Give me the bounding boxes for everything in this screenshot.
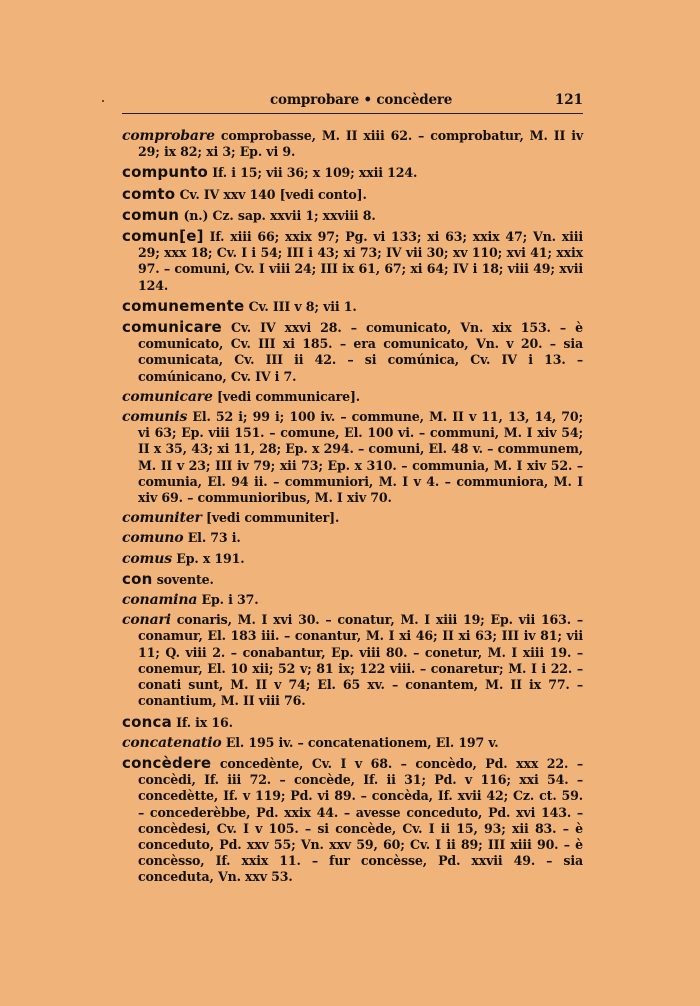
headword: concatenatio (122, 734, 222, 751)
entry-comuniter (122, 510, 583, 526)
entry-text: [vedi communicare]. (216, 388, 361, 404)
entry-comun (122, 207, 583, 224)
entry-compunto (122, 164, 583, 181)
entry-text: Cv. IV xxv 140 [vedi conto]. (179, 186, 367, 202)
entry-text: concedènte, Cv. I v 68. – concèdo, Pd. xxx 22. – concèdi, If. iii 72. – concède, If. ii 31; Pd. v 116; xxi 54. – concedètte, If. v 119; Pd. vi 89. – concèda, If. xvii 42; Cz. ct. 59. – concederèbbe, Pd. xxix 44. – avesse conceduto, Pd. xvi 143. – concèdesi, Cv. I v 105. – si concède, Cv. I ii 15, 93; xii 83. – è conceduto, Pd. xxv 55; Vn. xxv 59, 60; Cv. I ii 89; III xiii 90. – è concèsso, If. xxix 11. – fur concèsse, Pd. xxvii 49. – sia conceduta, Vn. xxv 53. (138, 755, 583, 885)
entry-text: Cv. III v 8; vii 1. (248, 298, 357, 314)
entry-text: Cv. IV xxvi 28. – comunicato, Vn. xix 153. – è comunicato, Cv. III xi 185. – era comunicato, Vn. v 20. – sia comunicata, Cv. III ii 42. – si comúnica, Cv. IV i 13. – comúnicano, Cv. IV i 7. (138, 320, 583, 384)
entry-comunis (122, 409, 583, 506)
headword: concèdere (122, 753, 212, 772)
entry-text: El. 195 iv. – concatenationem, El. 197 v. (225, 734, 499, 750)
header-rule (122, 113, 583, 114)
headword: comun[e] (122, 227, 204, 246)
entry-conca (122, 714, 583, 731)
headword: comunis (122, 409, 188, 426)
page-number: 121 (554, 92, 583, 108)
headword: comunicare (122, 388, 213, 405)
entry-con (122, 571, 583, 588)
running-header (122, 90, 583, 110)
entry-conamina (122, 592, 583, 608)
entry-text: If. ix 16. (176, 714, 233, 730)
headword: comprobare (122, 128, 215, 144)
entry-text: If. i 15; vii 36; x 109; xxii 124. (212, 165, 418, 181)
entry-text: (n.) Cz. sap. xxvii 1; xxviii 8. (183, 207, 376, 223)
entry-text: El. 73 i. (187, 530, 241, 546)
headword: comus (122, 550, 172, 567)
headword: compunto (122, 163, 208, 182)
entry-comunicare-latin (122, 389, 583, 405)
entry-conari (122, 612, 583, 709)
entry-comunemente (122, 298, 583, 315)
entry-text: Ep. i 37. (201, 592, 259, 608)
headword: con (122, 569, 153, 588)
entry-comune (122, 228, 583, 294)
headword: conca (122, 712, 172, 731)
running-head: comprobare • concèdere (270, 92, 453, 108)
entry-text: comprobasse, M. II xiii 62. – comprobatur, M. II iv 29; ix 82; xi 3; Ep. vi 9. (138, 128, 583, 160)
entry-text: sovente. (156, 571, 214, 587)
entry-comus (122, 551, 583, 567)
entry-concatenatio (122, 735, 583, 751)
headword: comunicare (122, 318, 222, 337)
entry-comunicare (122, 319, 583, 385)
dictionary-body (122, 128, 583, 890)
headword: comunemente (122, 296, 245, 315)
entry-text: If. xiii 66; xxix 97; Pg. vi 133; xi 63; xxix 47; Vn. xiii 29; xxx 18; Cv. I i 54; III i 43; xi 73; IV vii 30; xv 110; xvi 41; xxix 97. – comuni, Cv. I viii 24; III ix 61, 67; xi 64; IV i 18; viii 49; xvii 124. (138, 229, 583, 293)
headword: comuniter (122, 510, 202, 527)
headword: comuno (122, 530, 184, 547)
entry-concedere (122, 755, 583, 886)
entry-comprobare (122, 128, 583, 160)
entry-text: El. 52 i; 99 i; 100 iv. – commune, M. II v 11, 13, 14, 70; vi 63; Ep. viii 151. – comune, El. 100 vi. – communi, M. I xiv 54; II x 35, 43; xi 11, 28; Ep. x 294. – comuni, El. 48 v. – communem, M. II v 23; III iv 79; xii 73; Ep. x 310. – communia, M. I xiv 52. – comunia, El. 94 ii. – communiori, M. I v 4. – communiora, M. I xiv 69. – communioribus, M. I xiv 70. (138, 409, 583, 506)
headword: conamina (122, 592, 198, 609)
headword: comun (122, 205, 180, 224)
entry-comuno (122, 530, 583, 546)
entry-comto (122, 186, 583, 203)
headword: conari (122, 612, 171, 629)
paper-speck (102, 100, 104, 102)
entry-text: [vedi communiter]. (206, 510, 340, 526)
headword: comto (122, 184, 176, 203)
entry-text: conaris, M. I xvi 30. – conatur, M. I xiii 19; Ep. vii 163. – conamur, El. 183 iii. – conantur, M. I xi 46; II xi 63; III iv 81; vii 11; Q. viii 2. – conabantur, Ep. viii 80. – conetur, M. I xiii 19. – conemur, El. 10 xii; 52 v; 81 ix; 122 viii. – conaretur; M. I i 22. – conati sunt, M. II v 74; El. 65 xv. – conantem, M. II ix 77. – conantium, M. II viii 76. (138, 612, 583, 709)
entry-text: Ep. x 191. (176, 550, 245, 566)
